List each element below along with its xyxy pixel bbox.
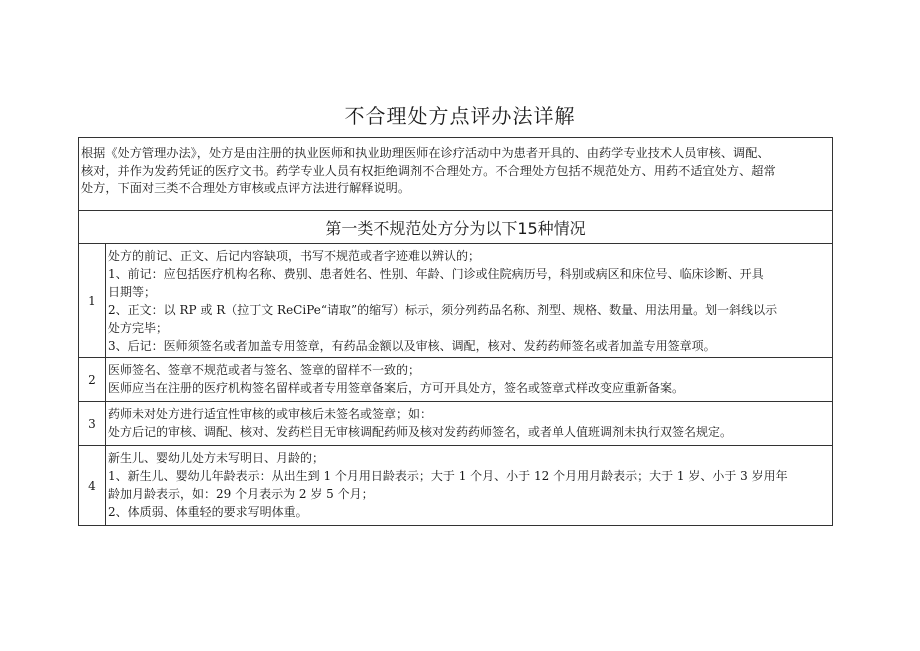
table-row [79, 446, 833, 526]
row-line: 处方的前记、正文、后记内容缺项，书写不规范或者字迹难以辨认的； [108, 249, 481, 263]
intro-line: 处方，下面对三类不合理处方审核或点评方法进行解释说明。 [81, 181, 411, 195]
intro-line: 根据《处方管理办法》，处方是由注册的执业医师和执业助理医师在诊疗活动中为患者开具的、由药学专业技术人员审核、调配、 [81, 146, 770, 160]
table-row [79, 244, 833, 358]
row-line: 处方后记的审核、调配、核对、发药栏目无审核调配药师及核对发药药师签名，或者单人值班调剂未执行双签名规定。 [108, 425, 733, 439]
intro-paragraph [79, 138, 833, 211]
row-line: 处方完毕； [108, 321, 169, 335]
row-line: 医师应当在注册的医疗机构签名留样或者专用签章备案后，方可开具处方，签名或签章式样改变应重新备案。 [108, 381, 685, 395]
document-title: 不合理处方点评办法详解 [344, 104, 576, 128]
section-heading-row [79, 211, 833, 244]
row-line: 新生儿、婴幼儿处方未写明日、月龄的； [108, 451, 325, 465]
rules-table [78, 137, 833, 526]
row-line: 1、前记：应包括医疗机构名称、费别、患者姓名、性别、年龄、门诊或住院病历号，科别或病区和床位号、临床诊断、开具 [108, 267, 764, 281]
row-line: 2、体质弱、体重轻的要求写明体重。 [108, 505, 308, 519]
row-number: 3 [79, 402, 106, 446]
row-line: 医师签名、签章不规范或者与签名、签章的留样不一致的； [108, 363, 421, 377]
intro-row [79, 138, 833, 211]
row-content [106, 358, 833, 402]
row-number: 4 [79, 446, 106, 526]
section-heading: 第一类不规范处方分为以下15种情况 [79, 211, 833, 244]
table-row [79, 402, 833, 446]
row-line: 日期等； [108, 285, 157, 299]
row-line: 龄加月龄表示，如：29 个月表示为 2 岁 5 个月； [108, 487, 374, 501]
table-row [79, 358, 833, 402]
row-number: 2 [79, 358, 106, 402]
row-content [106, 244, 833, 358]
row-line: 1、新生儿、婴幼儿年龄表示：从出生到 1 个月用日龄表示；大于 1 个月、小于 12 个月用月龄表示；大于 1 岁、小于 3 岁用年 [108, 469, 788, 483]
row-content [106, 402, 833, 446]
row-number: 1 [79, 244, 106, 358]
row-content [106, 446, 833, 526]
row-line: 2、正文：以 RP 或 R（拉丁文 ReCiPe“请取”的缩写）标示，须分列药品名称、剂型、规格、数量、用法用量。划一斜线以示 [108, 303, 778, 317]
intro-line: 核对，并作为发药凭证的医疗文书。药学专业人员有权拒绝调剂不合理处方。不合理处方包括不规范处方、用药不适宜处方、超常 [81, 163, 776, 178]
row-line: 药师未对处方进行适宜性审核的或审核后未签名或签章；如： [108, 407, 433, 421]
row-line: 3、后记：医师须签名或者加盖专用签章，有药品金额以及审核、调配，核对、发药药师签名或者加盖专用签章项。 [108, 339, 716, 353]
